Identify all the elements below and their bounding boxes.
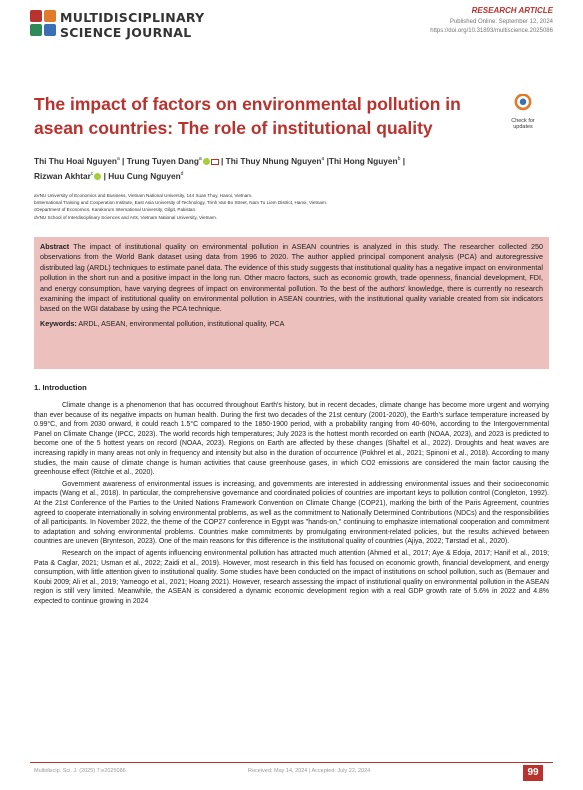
author-name[interactable]: Huu Cung Nguyen (108, 170, 181, 181)
footer-divider (30, 762, 553, 763)
keywords-list: ARDL, ASEAN, environmental pollution, institutional quality, PCA (78, 318, 285, 328)
abstract-label: Abstract (40, 242, 70, 251)
author-affil-marker: c (90, 170, 94, 177)
journal-name-line1: MULTIDISCIPLINARY (60, 10, 205, 25)
affiliation: dVNU School of Interdisciplinary Sciences and Arts, Vietnam National University, Vietnam. (34, 214, 218, 220)
footer-citation: Multidiscip. Sci. J. (2025) 7:e2025086 (34, 768, 126, 774)
abstract-box (34, 237, 549, 369)
email-icon[interactable] (211, 159, 219, 165)
author-name[interactable]: Trung Tuyen Dang (126, 155, 199, 166)
paragraph: Climate change is a phenomenon that has occurred throughout Earth's history, but in recent decades, climate change has become more urgent and worrying than ever because of its negative impacts on human health. During the first two decades of the 21st century (2001-2020), the Earth's surface temperature increased by 0.99°C, and from 2030 onward, it could reach 1.5°C compared to the 1850-1900 period, with a probability ranging from 40-60%, according to the Intergovernmental Panel on Climate Change (IPCC, 2023). The world records high temperatures; July 2023 is the hottest month recorded on earth (NOAA, 2023), and 2023 is predicted to become one of the 5 hottest years on record (NOAA, 2023). Regions on Earth are affected by these changes (Shaftel et al., 2022). Droughts and heat waves are increasing rapidly in many areas not only in frequency and intensity but also in the duration of occurrence (Pokhrel et al., 2021; Spinoni et al., 2018). According to many studies, the main cause of climate change is human activities that cause greenhouse gases, in which CO2 emissions are considered the main factor causing the greenhouse effect (Ritchie et al., 2020). (34, 402, 549, 477)
affiliation: bInternational Training and Cooperation Institute, East Asia University of Technology, Trinh Van Bo Street, Nam Tu Liem District, Hanoi, Vietnam. (34, 200, 328, 206)
abstract-text (40, 242, 543, 315)
orcid-icon[interactable] (203, 158, 210, 165)
abstract-body: The impact of institutional quality on environmental pollution in ASEAN countries is analyzed in this study. The researcher collected 250 observations from the World Bank dataset using data from 1996 to 2020. The author applied principal component analysis (PCA) and autoregressive distributed lag (ARDL) techniques to estimate panel data. The evidence of this study suggests that institutional quality has a negative impact on environmental pollution in the short run and a positive impact in the long run. Other macro factors, such as economic growth, trade openness, financial development, FDI, and energy consumption, have varying degrees of impact on environmental pollution. To the best of the authors' knowledge, there is currently no research examining the impact of institutional quality on environmental pollution in ASEAN countries, with the institutional quality variable created from six indicators based on the WGI database by using the PCA technique. (40, 242, 543, 314)
check-for-updates-label[interactable] (500, 118, 546, 130)
author-affil-marker: a (198, 156, 202, 162)
article-title: The impact of factors on environmental pollution in asean countries: The role of institutional quality (34, 94, 461, 138)
check-updates-line1: Check for (511, 118, 535, 124)
body-text (34, 401, 549, 608)
section-heading: 1. Introduction (34, 383, 87, 392)
author-name[interactable]: Thi Thuy Nhung Nguyen (225, 155, 322, 166)
affiliation: aVNU University of Economics and Business, Vietnam National University, 144 Xuan Thuy, Hanoi, Vietnam. (34, 193, 253, 198)
author-affil-marker: a (116, 156, 120, 162)
keywords (40, 319, 543, 328)
published-date: Published Online: September 12, 2024 (449, 19, 553, 25)
journal-logo-icon (30, 10, 56, 36)
author-list: Thi Thu Hoai Nguyen$^a$ | Trung Tuyen Dang$^a$ | Thi Thuy Nhung Nguyen$^a$ |Thi Hong Nguyen$^b$ | Rizwan Akhtar$^c$ | Huu Cung Nguyen$^d$ (34, 155, 406, 181)
author-name[interactable]: Thi Hong Nguyen (328, 155, 398, 166)
footer-dates: Received: May 14, 2024 | Accepted: July 22, 2024 (248, 768, 371, 774)
author-name[interactable]: Rizwan Akhtar (34, 170, 91, 181)
article-type: RESEARCH ARTICLE (471, 6, 553, 15)
publication-info (430, 18, 553, 35)
affiliation: cDepartment of Economics, Karakorum International University, Gilgit, Pakistan. (34, 207, 197, 213)
affiliations (34, 192, 549, 221)
check-for-updates-icon[interactable] (503, 94, 543, 120)
keywords-label: Keywords: (40, 318, 77, 328)
paragraph: Research on the impact of agents influencing environmental pollution has attracted much attention (Ahmed et al., 2017; Aye & Edoja, 2017; Hanif et al., 2019; Pata & Caglar, 2021; Usman et al., 2022; Zaidi et al., 2019). However, most research in this field has focused on economic growth, financial development, and energy consumption, with little attention given to institutional quality. Some studies have been conducted on the impact of institutions on school pollution, such as (Bernauer and Koubi 2009; Ali et al., 2019; Yameogo et al., 2021; Hoang 2021). However, research assessing the impact of institutional quality on environmental pollution in the ASEAN region is still very limited. Meanwhile, the ASEAN is considered a dynamic economic development region with a real GDP growth rate of 5.6% in 2022 and 4.8% expected to continue growing in 2024 (34, 549, 549, 605)
author-affil-marker: a (321, 156, 325, 162)
author-affil-marker: d (180, 170, 184, 177)
orcid-icon[interactable] (94, 173, 101, 180)
journal-name-line2: SCIENCE JOURNAL (60, 25, 192, 40)
author-affil-marker: b (397, 156, 401, 162)
author-name[interactable]: Thi Thu Hoai Nguyen (34, 155, 117, 166)
page-badge: 99 (523, 765, 543, 781)
paragraph: Government awareness of environmental issues is increasing, and governments are interested in addressing environmental issues and their socioeconomic impacts (Wang et al., 2018). In particular, the comprehensive governance and coordinated policies of countries are important keys to pollution control (Congleton, 1992). At the 21st Conference of the Parties to the United Nations Framework Convention on Climate Change (COP21), marking the birth of the Paris Agreement, countries agreed to cooperate internationally in solving environmental problems, as well as the commitment to Nationally Determined Contributions (NDCs) and the responsibilities of all participants. In November 2022, the theme of the COP27 conference in Egypt was "hands-on," continuing to emphasize international cooperation and commitment to adaptation and solving environmental problems. Countries make commitments by promulgating environment-related policies, but the results achieved between countries are uneven (Brynteson, 2023). One of the main reasons for this difference is the institutional quality of countries (Ajiya, 2022; Tørstad et al., 2020). (34, 480, 549, 546)
doi-link[interactable]: https://doi.org/10.31893/multiscience.2025086 (430, 27, 553, 34)
journal-name (60, 10, 205, 40)
check-updates-line2: updates (513, 124, 533, 130)
